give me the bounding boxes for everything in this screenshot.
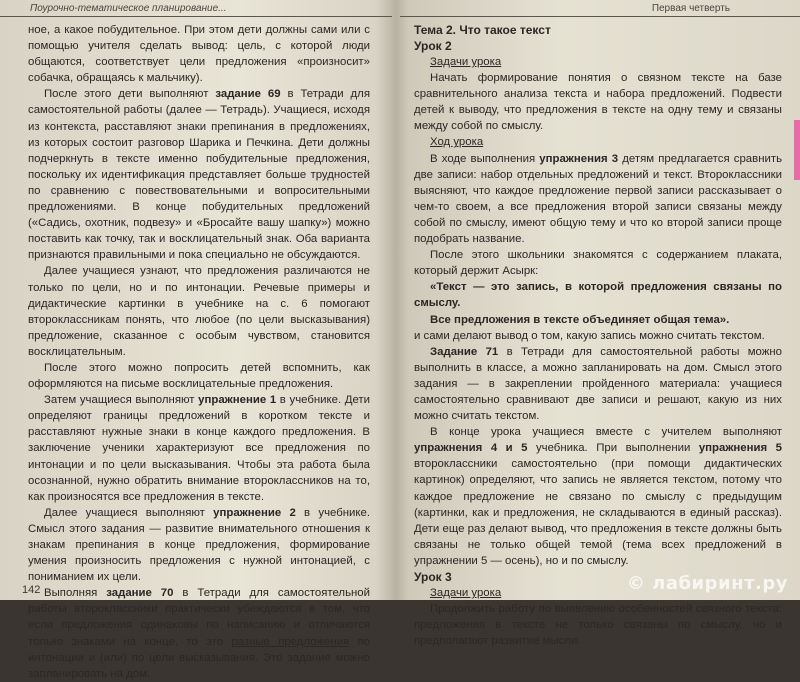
bookmark-tab (794, 120, 800, 180)
paragraph (414, 312, 782, 328)
text-run: В конце урока учащиеся вместе с учителем выполняют (430, 426, 782, 439)
text-run: В ходе выполнения (430, 152, 540, 165)
text-run: в Тетради для самостоятельной работы второклассники практически убеждаются в том, что если предложения одинаковы по написанию и отличаются только знаками на конце, то это (28, 587, 370, 648)
left-running-head: Поурочно-тематическое планирование... (0, 0, 392, 17)
text-run: и сами делают вывод о том, какую запись можно считать текстом. (414, 329, 765, 342)
text-run: в учебнике. Смысл этого задания — развитие внимательного отношения к знакам препинания в конце предложения, формирование умения произносить предложения с нужной интонацией, с пониманием их цели. (28, 506, 371, 584)
bold-term: упражнения 4 и 5 (414, 442, 528, 455)
text-run: детям предлагается сравнить две записи: набор отдельных предложений и текст. Второклассники выясняют, что каждое предложение первой записи рассказывает о чем-то своем, а все предложения второй записи связаны между собой по смыслу, имеют общую тему и что ко второй записи проще подобрать название. (414, 152, 783, 246)
bold-term: задание 69 (215, 88, 281, 101)
paragraph (414, 424, 782, 569)
text-run: ное, а какое побудительное. При этом дети должны сами или с помощью учителя сделать вывод: цель, с которой люди общаются, соответствует цели предложения «произносит» собачка, обращаясь к мальчику). (28, 24, 370, 85)
text-run: второклассники самостоятельно (при помощи дидактических картинок) определяют, что запись не является текстом, потому что каждое предложение не связано по смыслу с предыдущим (картинки, как и предложения, не складываются в единый рассказ). Дети еще раз делают вывод, что предложения в тексте должны быть связаны не только общей темой (тема всех предложений в упражнении 5 — осень), но и по смыслу. (414, 458, 782, 567)
left-page (0, 0, 392, 680)
bold-term: «Текст — это запись, в которой предложения связаны по смыслу. (414, 281, 782, 310)
paragraph (28, 22, 370, 86)
text-run: После этого дети выполняют (44, 88, 216, 101)
paragraph (28, 263, 370, 360)
paragraph (414, 70, 782, 134)
page-number: 142 (22, 584, 41, 596)
paragraph (28, 360, 370, 392)
bold-term: упражнения 3 (539, 152, 619, 165)
underlined-term: разные предложения (231, 635, 350, 648)
text-run: Далее учащиеся узнают, что предложения различаются не только по цели, но и по интонации. Речевые примеры и дидактические картинки в учебнике на с. 6 помогают второклассникам понять, что любое (по цели высказывания) предложение, сказанное с особым чувством, становится восклицательным. (28, 265, 370, 358)
paragraph (414, 279, 782, 311)
text-run: Выполняя (44, 587, 107, 600)
subheading: Задачи урока (430, 56, 502, 68)
subheading: Ход урока (430, 136, 484, 149)
bold-term: задание 70 (106, 587, 174, 600)
text-run: После этого можно попросить детей вспомнить, как оформляются на письме восклицательные предложения. (28, 361, 370, 391)
section-heading: Тема 2. Что такое текст (414, 23, 551, 37)
paragraph (28, 505, 370, 585)
bold-term: упражнения 5 (698, 442, 782, 455)
right-running-head: Первая четверть (400, 0, 800, 17)
section-heading: Урок 3 (414, 570, 452, 584)
text-run: в Тетради для самостоятельной работы можно выполнить в классе, а можно запланировать на дом. Смысл этого задания — в закреплении пройденного материала: учащиеся самостоятельно сравнивают две записи и решают, какую из них можно считать текстом. (414, 345, 783, 423)
text-run: Затем учащиеся выполняют (44, 394, 199, 407)
text-run: в Тетради для самостоятельной работы (далее — Тетрадь). Учащиеся, исходя из контекста, расставляют знаки препинания в предложениях, из которых состоит разговор Шарика и Печкина. Дети должны подчеркнуть в тексте именно побудительные предложения, поскольку их идентификация представляет больше трудностей по сравнению с повествовательными и вопросительными предложениями. В конце побудительных предложений («Садись, охотник, подвезу» и «Бросайте вашу шапку») можно поставить как точку, так и восклицательный знак. Оба варианта признаются правильными и пока специально не обсуждаются. (28, 88, 370, 262)
text-run: Далее учащиеся выполняют (44, 506, 214, 519)
paragraph (28, 86, 370, 263)
text-run: Начать формирование понятия о связном тексте на базе сравнительного анализа текста и набора предложений. Подвести детей к выводу, что предложения в тексте на одну тему и связаны между собой по смыслу. (414, 72, 782, 133)
paragraph (414, 328, 782, 344)
bold-term: упражнение 1 (198, 394, 277, 407)
text-run: в учебнике. Дети определяют границы предложений в коротком тексте и расставляют нужные знаки в конце каждого предложения. В заключение ученики характеризуют все предложения по интонации и по цели высказывания. Чтобы эта работа была осознанной, нужно обратить внимание второклассников на то, как произносятся все предложения в тексте. (28, 394, 371, 503)
bold-term: Задание 71 (430, 345, 499, 358)
paragraph (414, 247, 782, 279)
paragraph (28, 585, 370, 682)
text-run: учебника. При выполнении (527, 442, 699, 455)
text-run: Продолжить работу по выявлению особенностей связного текста: предложения в тексте не только связаны по смыслу, но и предполагают развитие мысли. (414, 603, 782, 648)
right-page (400, 0, 800, 648)
bold-term: упражнение 2 (213, 506, 296, 519)
bold-term: Все предложения в тексте объединяет общая тема». (430, 313, 730, 326)
text-run: После этого школьники знакомятся с содержанием плаката, который держит Асырк: (414, 249, 782, 278)
paragraph (414, 344, 782, 424)
paragraph (414, 151, 782, 248)
paragraph (28, 392, 370, 505)
watermark: © лабиринт.ру (626, 573, 788, 594)
text-run: по интонации и (или) по цели высказывания. Это задание можно запланировать на дом. (28, 635, 370, 680)
paragraph (414, 601, 782, 649)
section-heading: Урок 2 (414, 39, 452, 53)
subheading: Задачи урока (430, 587, 502, 599)
